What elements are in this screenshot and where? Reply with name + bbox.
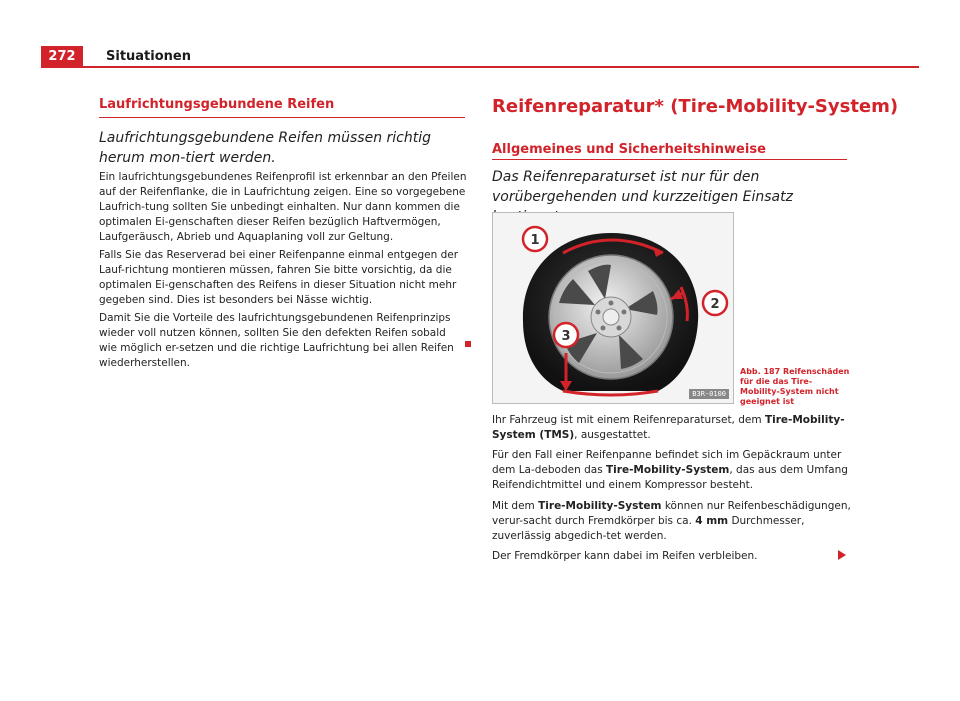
left-heading-rule	[99, 117, 465, 118]
right-paragraph-3: Mit dem Tire-Mobility-System können nur Reifenbeschädigungen, verur-sacht durch Fremdkörper bis ca. 4 mm Durchmesser, zuverlässig abgedich-tet werden.	[492, 500, 851, 542]
right-paragraph-4: Der Fremdkörper kann dabei im Reifen verbleiben.	[492, 550, 758, 562]
right-paragraph-1: Ihr Fahrzeug ist mit einem Reifenreparaturset, dem Tire-Mobility-System (TMS), ausgestattet.	[492, 414, 845, 441]
left-paragraph-2: Falls Sie das Reserverad bei einer Reifenpanne einmal entgegen der Lauf-richtung montieren müssen, fahren Sie bitte vorsichtig, da die optimalen Ei-genschaften des Reifens in dieser Situation nicht mehr gegeben sind. Dies ist besonders bei Nässe wichtig.	[99, 249, 459, 306]
right-intro: Das Reifenreparaturset ist nur für den vorübergehenden und kurzzeitigen Einsatz	[492, 169, 793, 205]
left-paragraph-3: Damit Sie die Vorteile des laufrichtungsgebundenen Reifenprinzips wieder voll nutzen können, sollten Sie den defekten Reifen sobald wie möglich er-setzen und die richtige Laufrichtung bei allen Reifen wiederherstellen.	[99, 312, 454, 369]
end-of-section-mark	[465, 341, 471, 347]
marker-3-label: 3	[561, 329, 571, 344]
marker-1-label: 1	[530, 233, 540, 248]
right-paragraph-2: Für den Fall einer Reifenpanne befindet sich im Gepäckraum unter dem La-deboden das Tire-Mobility-System, das aus dem Umfang Reifendichtmittel und einem Kompressor besteht.	[492, 449, 848, 491]
tire-figure	[492, 212, 734, 404]
section-title: Situationen	[106, 49, 191, 64]
figure-caption: Abb. 187 Reifenschäden für die das Tire-Mobility-System nicht geeignet ist	[740, 367, 850, 406]
marker-2-label: 2	[710, 297, 720, 312]
marker-2	[703, 291, 727, 315]
page-number: 272	[48, 49, 76, 64]
tire-illustration	[493, 213, 733, 403]
sub-heading: Allgemeines und Sicherheitshinweise	[492, 142, 766, 157]
right-heading: Reifenreparatur* (Tire-Mobility-System)	[492, 96, 899, 117]
sub-heading-rule	[492, 159, 847, 160]
marker-3	[554, 323, 578, 347]
figure-code: B3R-0100	[689, 389, 729, 399]
left-paragraph-1: Ein laufrichtungsgebundenes Reifenprofil ist erkennbar an den Pfeilen auf der Reifenflanke, die in Laufrichtung zeigen. Eine so vorgegebene Laufrich-tung sollten Sie unbedingt einhalten. Nur dann kommen die optimalen Ei-genschaften dieser Reifen bezüglich Haftvermögen, Laufgeräusch, Abrieb und Aquaplaning voll zur Geltung.	[99, 171, 467, 243]
continue-arrow-icon	[838, 550, 846, 560]
marker-1	[523, 227, 547, 251]
header-rule	[83, 66, 919, 68]
left-intro: Laufrichtungsgebundene Reifen müssen richtig herum mon-tiert werden.	[99, 130, 431, 166]
left-heading: Laufrichtungsgebundene Reifen	[99, 97, 335, 112]
